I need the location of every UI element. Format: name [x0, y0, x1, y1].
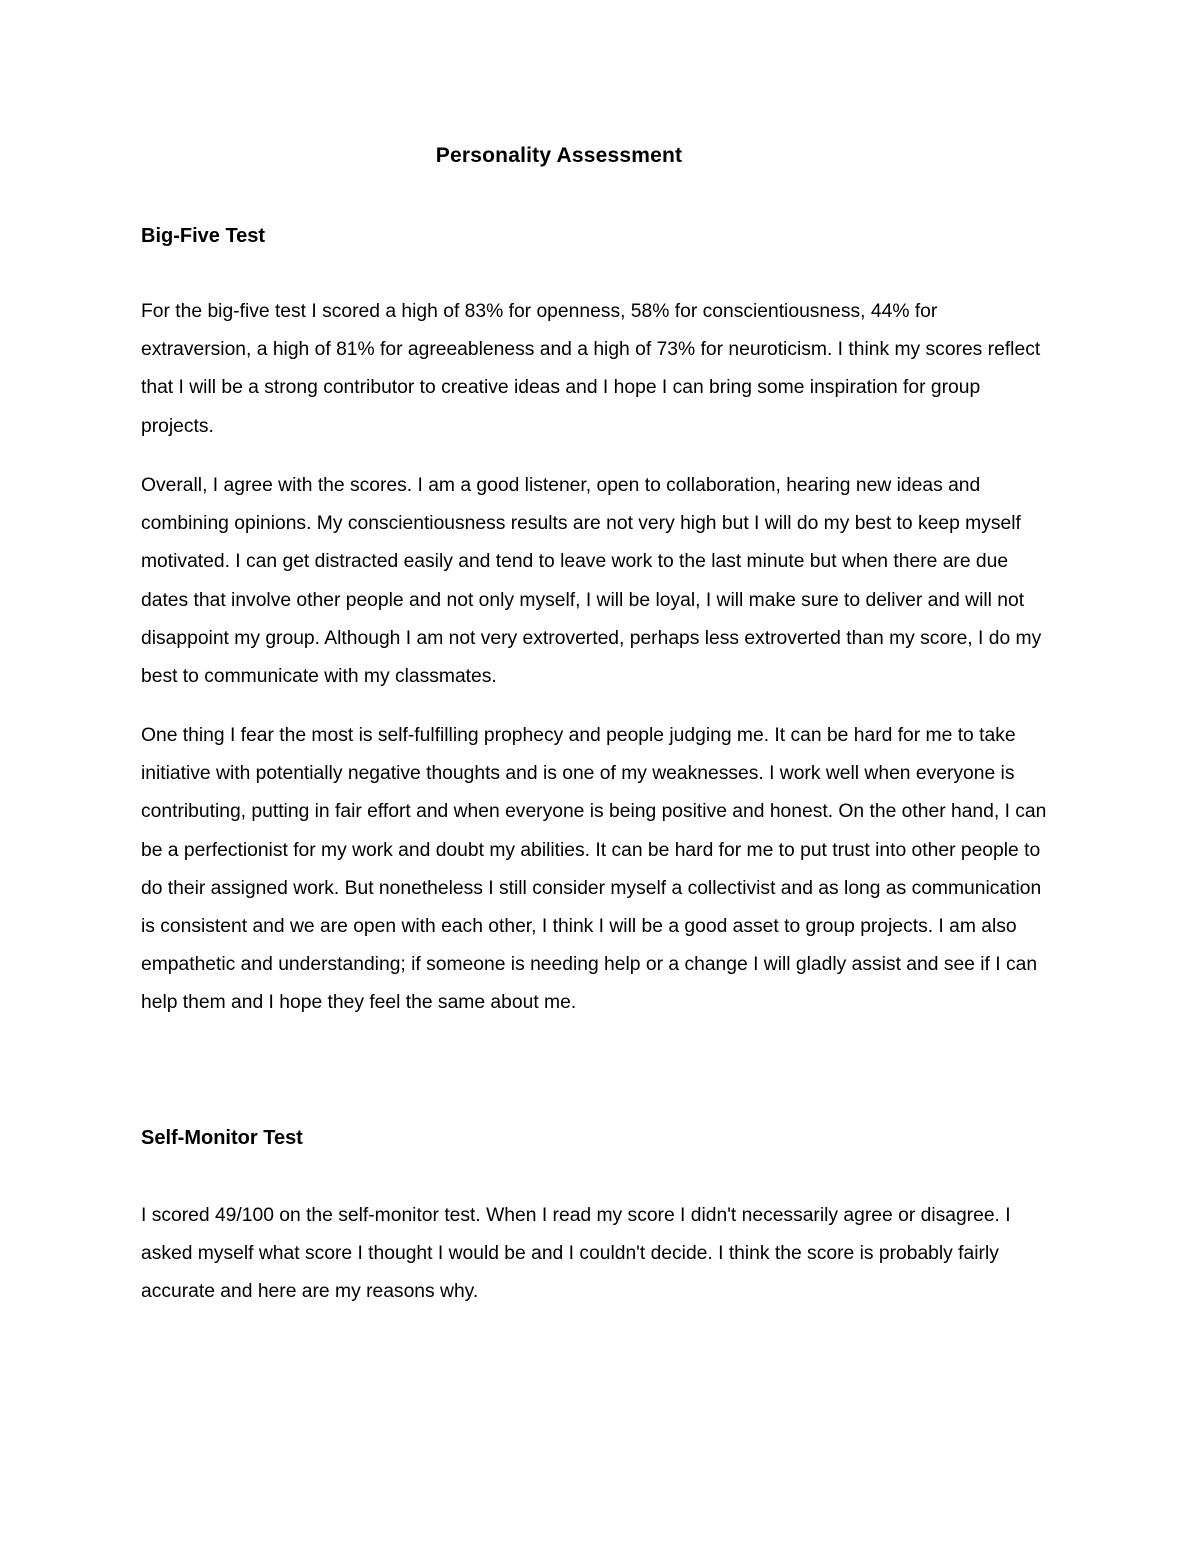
section-heading-self-monitor: Self-Monitor Test	[141, 1127, 303, 1149]
paragraph-self-monitor-score: I scored 49/100 on the self-monitor test. When I read my score I didn't necessarily agree or disagree. I asked myself what score I thought I would be and I couldn't decide. I think the score is probably fairly accurate and here are my reasons why.	[141, 1205, 1011, 1303]
section-heading-big-five: Big-Five Test	[141, 225, 266, 247]
paragraph-big-five-scores: For the big-five test I scored a high of 83% for openness, 58% for conscientiousness, 44% for extraversion, a high of 81% for agreeableness and a high of 73% for neuroticism. I think my scores reflect that I will be a strong contributor to creative ideas and I hope I can bring some inspiration for group projects.	[141, 301, 1041, 437]
paragraph-agreement: Overall, I agree with the scores. I am a good listener, open to collaboration, hearing new ideas and combining opinions. My conscientiousness results are not very high but I will do my best to keep myself motivated. I can get distracted easily and tend to leave work to the last minute but when there are due dates that involve other people and not only myself, I will be loyal, I will make sure to deliver and will not disappoint my group. Although I am not very extroverted, perhaps less extroverted than my score, I do my best to communicate with my classmates.	[141, 475, 1042, 688]
paragraph-fears-and-strengths: One thing I fear the most is self-fulfilling prophecy and people judging me. It can be hard for me to take initiative with potentially negative thoughts and is one of my weaknesses. I work well when everyone is contributing, putting in fair effort and when everyone is being positive and honest. On the other hand, I can be a perfectionist for my work and doubt my abilities. It can be hard for me to put trust into other people to do their assigned work. But nonetheless I still consider myself a collectivist and as long as communication is consistent and we are open with each other, I think I will be a good asset to group projects. I am also empathetic and understanding; if someone is needing help or a change I will gladly assist and see if I can help them and I hope they feel the same about me.	[141, 725, 1047, 1014]
document-title: Personality Assessment	[435, 144, 683, 167]
